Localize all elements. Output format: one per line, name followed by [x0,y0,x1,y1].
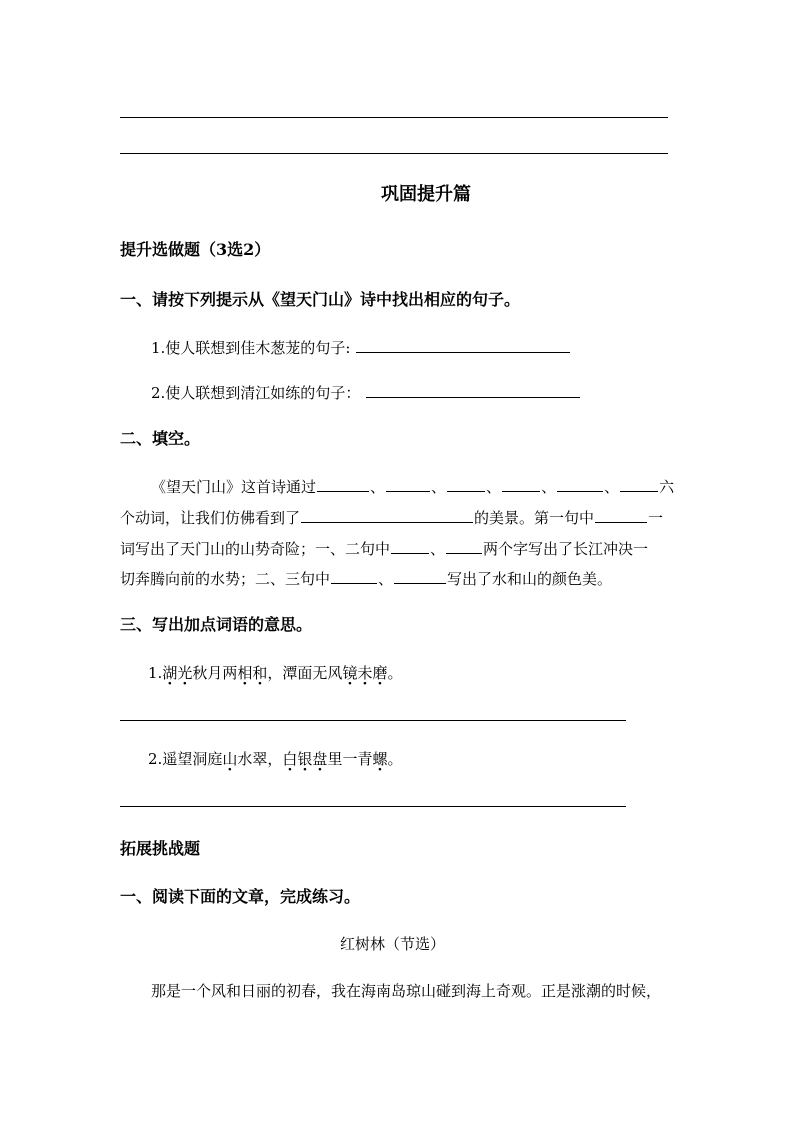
rule-top-2 [120,153,668,154]
item-number: 1. [148,664,163,682]
q2-text: 一 [648,509,664,527]
answer-blank[interactable] [447,476,485,492]
q2-text: 两个字写出了长江冲决一 [483,540,649,558]
q1-heading: 一、请按下列提示从《望天门山》诗中找出相应的句子。 [120,290,521,309]
plain-text: 风 [327,664,343,682]
answer-blank[interactable] [391,538,429,554]
dotted-char: 磨 [372,664,388,682]
plain-text: ，潭面 [267,664,313,682]
answer-blank[interactable] [331,568,377,584]
answer-blank[interactable] [557,476,603,492]
q2-text: 《望天门山》这首诗通过 [151,478,317,496]
q3-item-2 [148,748,402,770]
article-title: 红树林（节选） [340,935,446,953]
q4-heading: 一、阅读下面的文章，完成练习。 [120,887,361,906]
q2-text: 切奔腾向前的水势；二、三句中 [120,570,331,588]
dotted-char: 未 [357,664,373,682]
answer-line[interactable] [120,806,626,807]
separator: 、 [604,478,620,496]
plain-text: 翠 [252,750,268,768]
plain-text: 无 [312,664,328,682]
plain-text: 里一青 [327,750,373,768]
separator: 、 [431,478,447,496]
dotted-char: 盘 [312,750,328,768]
q2-line-3 [120,538,648,560]
rule-top-1 [120,117,668,118]
article-paragraph: 那是一个风和日丽的初春，我在海南岛琼山碰到海上奇观。正是涨潮的时候， [151,982,662,1000]
separator: 、 [430,540,446,558]
q2-text: 个动词，让我们仿佛看到了 [120,509,301,527]
answer-line[interactable] [120,720,626,721]
q1-item-1 [151,337,571,359]
dotted-char: 镜 [342,664,358,682]
q1-item-2-text: 2.使人联想到清江如练的句子： [151,384,361,402]
dotted-char: 湖 [162,664,178,682]
answer-blank[interactable] [595,507,647,523]
plain-text: 遥望洞庭 [162,750,223,768]
dotted-char: 白 [282,750,298,768]
answer-blank[interactable] [620,476,658,492]
plain-text: 秋月两 [192,664,238,682]
q2-text: 的美景。第一句中 [474,509,595,527]
item-number: 2. [148,750,163,768]
answer-blank[interactable] [386,476,430,492]
q2-line-4 [120,568,612,590]
section-elective-heading: 提升选做题（3选2） [120,240,271,259]
q1-item-1-text: 1.使人联想到佳木葱茏的句子: [151,339,351,357]
answer-blank[interactable] [394,568,446,584]
answer-blank[interactable] [317,476,369,492]
q2-line-2 [120,507,663,529]
section-challenge-heading: 拓展挑战题 [120,839,201,858]
separator: 、 [486,478,502,496]
dotted-char: 和 [252,664,268,682]
q2-text: 六 [659,478,675,496]
answer-blank[interactable] [446,538,482,554]
plain-text: 。 [387,664,403,682]
dotted-char: 光 [177,664,193,682]
q2-heading: 二、填空。 [120,429,201,448]
q1-item-2 [151,382,581,404]
answer-blank[interactable] [301,507,473,523]
q2-text: 写出了水和山的颜色美。 [447,570,613,588]
answer-blank[interactable] [356,337,570,353]
answer-blank[interactable] [502,476,540,492]
q2-text: 词写出了天门山的山势奇险；一、二句中 [120,540,391,558]
dotted-char: 山 [222,750,238,768]
separator: 、 [378,570,394,588]
plain-text: 水 [237,750,253,768]
plain-text: 。 [387,750,403,768]
q3-item-1 [148,662,403,684]
plain-text: ， [267,750,283,768]
dotted-char: 银 [297,750,313,768]
q2-line-1 [151,476,674,498]
dotted-char: 螺 [372,750,388,768]
separator: 、 [370,478,386,496]
q3-heading: 三、写出加点词语的意思。 [120,615,313,634]
answer-blank[interactable] [366,382,580,398]
dotted-char: 相 [237,664,253,682]
separator: 、 [541,478,557,496]
page-title: 巩固提升篇 [381,184,471,205]
